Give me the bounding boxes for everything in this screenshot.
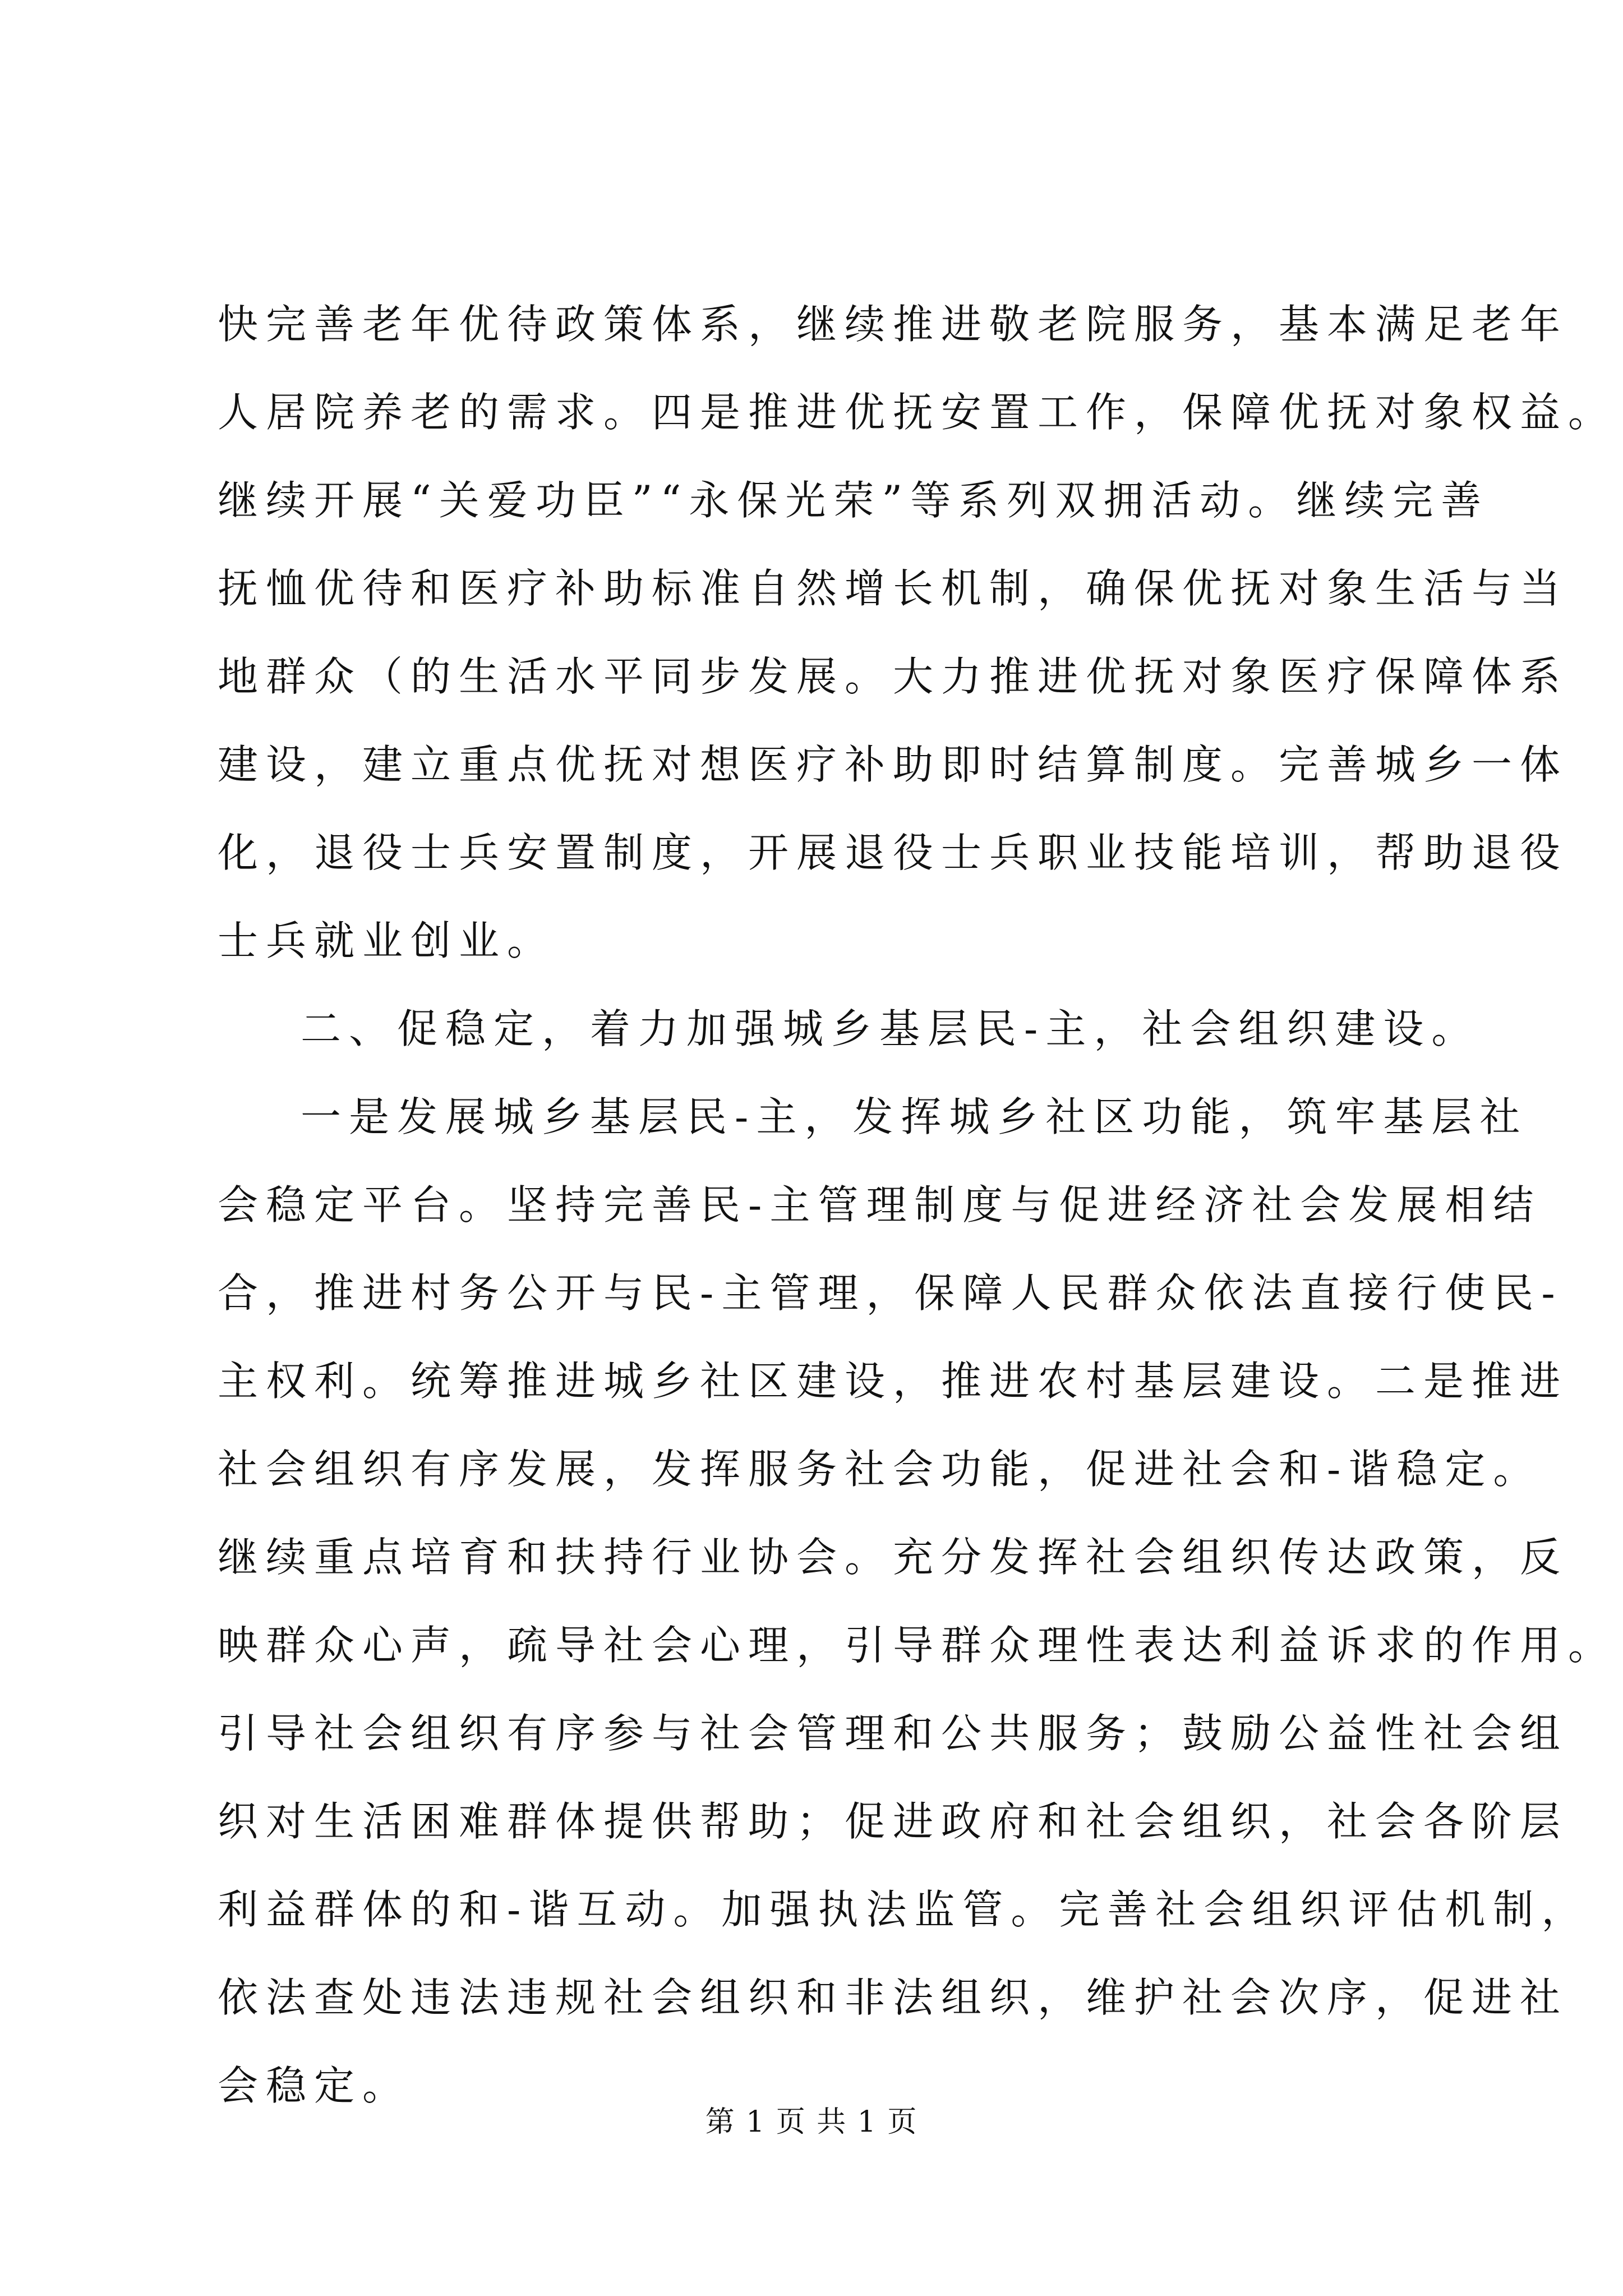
heading-line: 二、促稳定，着力加强城乡基层民-主，社会组织建设。	[301, 1005, 1480, 1052]
text-line: 合，推进村务公开与民-主管理，保障人民群众依法直接行使民-	[218, 1269, 1563, 1317]
page-footer: 第 1 页 共 1 页	[705, 2105, 918, 2139]
text-line: 士兵就业创业。	[218, 917, 556, 964]
text-line: 继续开展“关爱功臣”“永保光荣”等系列双拥活动。继续完善	[218, 477, 1490, 524]
text-line: 建设，建立重点优抚对想医疗补助即时结算制度。完善城乡一体	[218, 741, 1569, 788]
text-line: 主权利。统筹推进城乡社区建设，推进农村基层建设。二是推进	[218, 1358, 1569, 1405]
document-body	[218, 280, 1617, 2130]
text-line: 会稳定平台。坚持完善民-主管理制度与促进经济社会发展相结	[218, 1181, 1542, 1228]
text-line: 一是发展城乡基层民-主，发挥城乡社区功能，筑牢基层社	[301, 1093, 1528, 1140]
text-line: 引导社会组织有序参与社会管理和公共服务；鼓励公益性社会组	[218, 1710, 1569, 1757]
text-line: 人居院养老的需求。四是推进优抚安置工作，保障优抚对象权益。	[218, 389, 1617, 436]
text-line: 映群众心声，疏导社会心理，引导群众理性表达利益诉求的作用。	[218, 1622, 1617, 1669]
text-line: 社会组织有序发展，发挥服务社会功能，促进社会和-谐稳定。	[218, 1446, 1542, 1493]
text-line: 快完善老年优待政策体系，继续推进敬老院服务，基本满足老年	[218, 301, 1569, 348]
text-line: 依法查处违法违规社会组织和非法组织，维护社会次序，促进社	[218, 1974, 1569, 2021]
text-line: 抚恤优待和医疗补助标准自然增长机制，确保优抚对象生活与当	[218, 565, 1569, 612]
text-line: 会稳定。	[218, 2062, 411, 2109]
section-heading	[218, 985, 1480, 1073]
text-line: 利益群体的和-谐互动。加强执法监管。完善社会组织评估机制，	[218, 1886, 1590, 1933]
text-line: 织对生活困难群体提供帮助；促进政府和社会组织，社会各阶层	[218, 1798, 1569, 1845]
text-line: 地群众（的生活水平同步发展。大力推进优抚对象医疗保障体系	[218, 653, 1569, 700]
text-line: 继续重点培育和扶持行业协会。充分发挥社会组织传达政策，反	[218, 1534, 1569, 1581]
text-line: 化，退役士兵安置制度，开展退役士兵职业技能培训，帮助退役	[218, 829, 1569, 876]
paragraph-3	[218, 1073, 1617, 2130]
paragraph-1	[218, 280, 1617, 985]
